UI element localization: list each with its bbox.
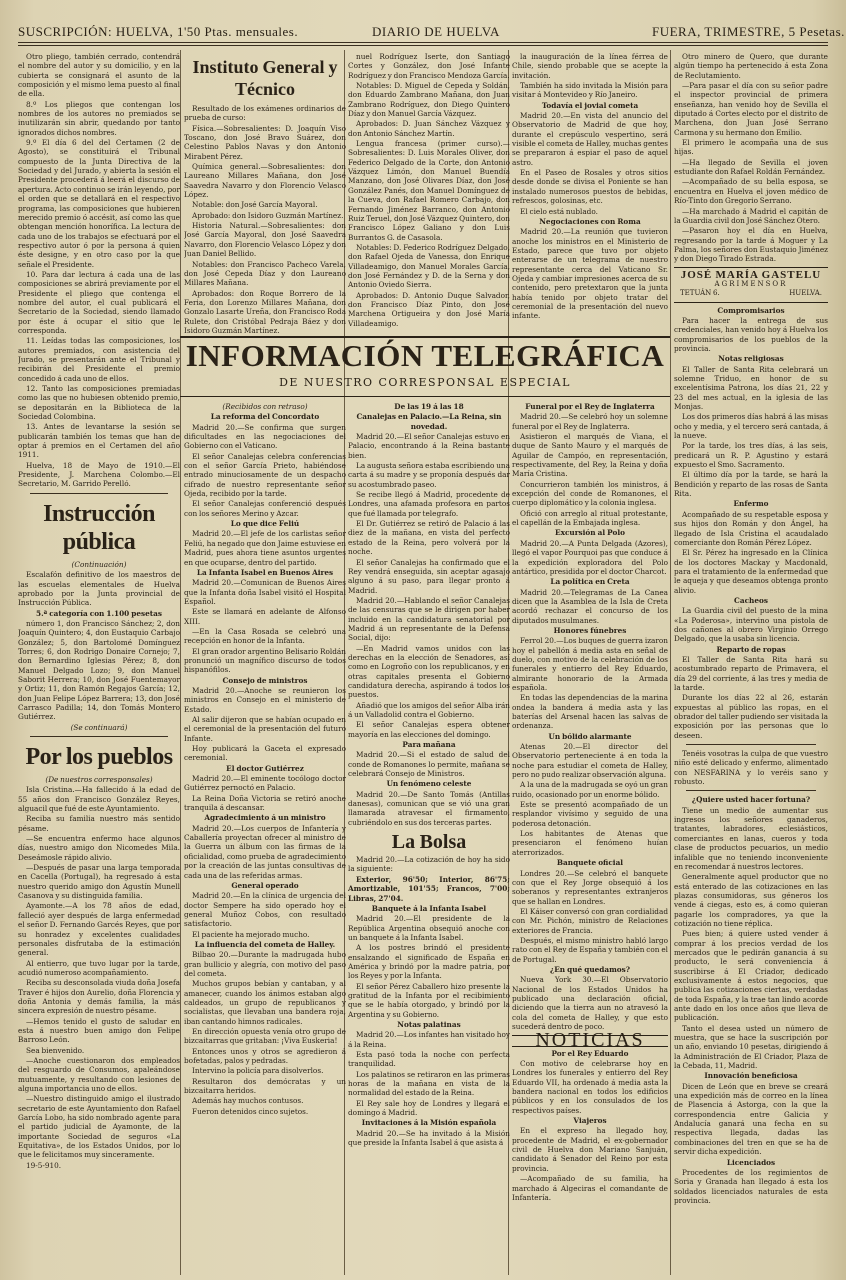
section-subheading: (De nuestros corresponsales) [45,775,153,784]
article-paragraph: Física.—Sobresalientes: D. Joaquín Viso Toscano, don José Bravo Suárez, don Celestino Pablos Navas y don Antonio Mirabent Pérez. [184,123,346,161]
article-paragraph: 11. Leídas todas las composiciones, los autores premiados, con asistencia del Jurado, se presentarán ante el Tribunal y recibirán del Presidente el premio concedido á cada uno de ellos. [18,336,180,383]
article-paragraph: Otro minero de Quero, que durante algún tiempo ha pertenecido á esta Zona de Reclutamiento. [674,52,828,80]
column-telegraph-2 [348,402,510,1274]
continued-note: (Se continuará) [70,722,128,732]
article-paragraph: Nueva York 30.—El Observatorio Nacional de los Estados Unidos ha publicado una declaración oficial, diciendo que la tierra aun no atravesó la cola del cometa de Halley, y que esto sucederá dentro de poco. [512,975,668,1031]
article-paragraph: El gran orador argentino Belisario Roldán pronunció un magnífico discurso de todos hispanófilos. [184,646,346,675]
article-paragraph: Este se llamará en adelante de Alfonso XIII. [184,607,346,626]
column-divider [670,50,671,1275]
news-heading: Excursión al Polo [555,528,625,538]
news-heading: Enfermo [733,499,769,509]
section-heading: Instituto General y Técnico [192,57,338,99]
article-paragraph: En dirección opuesta venía otro grupo de bizcaitarras que gritaban: ¡Viva Euskeria! [184,1027,346,1046]
news-heading: Lo que dice Feliú [230,519,300,529]
news-heading: Funeral por el Rey de Inglaterra [525,402,655,411]
subscription-local: SUSCRIPCIÓN: HUELVA, 1'50 Ptas. mensuales. [18,24,299,39]
article-paragraph: Huelva, 18 de Mayo de 1910.—El Presidente, J. Marchena Colombo.—El Secretario, M. Garrido Perelló. [18,460,180,489]
article-paragraph: Reciba su familia nuestro más sentido pésame. [18,814,180,833]
article-paragraph: Aprobados: D. Antonio Duque Salvador, don Francisco Díaz Pinto, don José Marchena Ortigueira y don José María Villadeamigo. [348,290,510,328]
article-paragraph: Aprobado: don Isidoro Guzmán Martínez. [192,210,344,220]
article-paragraph: 19-5-910. [26,1160,62,1170]
advertiser-name: JOSÉ MARÍA GASTELU [680,268,822,281]
column-2-top [184,52,346,334]
article-paragraph: 13. Antes de levantarse la sesión se publicarán también los temas que han de optar á premios en el Certamen del año 1911. [18,422,180,460]
article-paragraph: El señor Canalejas celebra conferencias con el señor García Prieto, habiéndose entrado minuciosamente de un despacho cifrado de nuestro representante señor Ojeda, recibido por la tarde. [184,451,346,499]
article-paragraph: Madrid 20.—Se confirma que surgen dificultades en las negociaciones del Gobierno con el Vaticano. [184,422,346,451]
article-paragraph: Se recibe llegó á Madrid, procedente de Londres, una afamada profesora en partos que fué llamada por telegrafo. [348,490,510,518]
article-paragraph: Historia Natural.—Sobresalientes: don José García Mayoral, don José Saavedra Navarro, don Florencio Velasco López y don Juan Daniel Bellido. [184,221,346,259]
article-paragraph: Madrid 20.—Los cuerpos de Infantería y Caballería proyectan ofrecer al ministro de la Guerra un álbum con las firmas de la oficialidad, como prueba de agradecimiento por la creación de las juntas consultivas de cada una de las referidas armas. [184,823,346,880]
news-heading: Honores fúnebres [553,625,627,635]
article-paragraph: Madrid 20.—Se celebró hoy un solemne funeral por el Rey de Inglaterra. [512,412,668,431]
article-paragraph: Sea bienvenido. [26,1045,85,1055]
article-paragraph: Resultado de los exámenes ordinarios de prueba de curso: [184,104,346,123]
article-paragraph: —Para pasar el día con su señor padre el inspector provincial de primera enseñanza, han venido hoy de Sevilla el diputado á Cortes electo por el distrito de Marchena, don Juan José Serrano Carmona y su hermano don Emilio. [674,81,828,137]
news-heading: Banquete oficial [556,858,624,868]
article-paragraph: Madrid 20.—Los infantes han visitado hoy á la Reina. [348,1030,510,1049]
article-paragraph: El señor Canalejas ha confirmado que el Rey vendrá enseguida, sin aceptar agasajo alguno á su paso, para llegar pronto á Madrid. [348,557,510,595]
article-paragraph: Madrid 20.—El jefe de los carlistas señor Feliú, ha negado que don Jaime estuviese en Madrid, pues ahora tiene asuntos urgentes en que ocuparse, dentro del partido. [184,529,346,567]
article-paragraph: Para hacer la entrega de sus credenciales, han venido hoy á Huelva los compromisarios de los pueblos de la provincia. [674,315,828,353]
news-heading: Innovación beneficiosa [704,1071,798,1081]
article-paragraph: 8.º Los pliegos que contengan los nombres de los autores no premiados se inutilizarán sin abrir, quedando por tanto ignorados dichos nombres. [18,99,180,137]
article-paragraph: A la una de la madrugada se oyó un gran ruido, ocasionado por un enorme bólido. [512,780,668,799]
article-paragraph: Notable: don José García Mayoral. [192,200,318,210]
article-paragraph: —Acompañado de su familia, ha marchado á Algeciras el comandante de Infantería. [512,1174,668,1202]
news-heading: General operado [231,880,299,890]
section-subheading: (Continuación) [71,559,127,569]
section-rule [686,790,816,791]
masthead [0,0,846,44]
news-heading: Licenciados [726,1157,776,1167]
article-paragraph: Acompañado de su respetable esposa y sus hijos don Román y don Ángel, ha llegado de Isla Cristina el acaudalado comerciante don Román Pérez López. [674,509,828,547]
article-paragraph: —Ha llegado de Sevilla el joven estudiante don Rafael Roldán Fernández. [674,157,828,177]
news-heading: La reforma del Concordato [210,412,320,422]
article-paragraph: nuel Rodríguez Iserte, don Santiago Cortes y González, don José Infante Rodríguez y don Francisco Mendoza García. [348,52,510,80]
news-heading: ¿En qué quedamos? [549,964,631,974]
article-paragraph: Añadió que los amigos del señor Alba irán á un Valladolid contra el Gobierno. [348,700,510,719]
section-rule [686,744,816,745]
article-paragraph: Aprobados: D. Juan Sánchez Vázquez y don Antonio Sánchez Martín. [348,119,510,138]
article-paragraph: Madrid 20.—Anoche se reunieron los ministros en Consejo en el ministerio de Estado. [184,685,346,714]
article-paragraph: —Acompañado de su bella esposa, se encuentra en Huelva el joven médico de Río-Tinto don Gregorio Serrano. [674,177,828,206]
article-paragraph: La Reina Doña Victoria se retiró anoche tranquila á descansar. [184,793,346,813]
masthead-rule-2 [18,45,828,46]
article-paragraph: Intervino la policía para disolverlos. [192,1066,324,1076]
article-paragraph: Los dos primeros días habrá á las misas ocho y media, y el tercero será cantada, á la nueve. [674,412,828,441]
article-paragraph: El Dr. Gutiérrez se retiró de Palacio á las diez de la mañana, en vista del perfecto estado de la Reina, pero volverá por la noche. [348,519,510,557]
article-paragraph: Al entierro, que tuvo lugar por la tarde, acudió numeroso acompañamiento. [18,958,180,977]
section-subheading: (Recibidos con retraso) [222,402,308,411]
article-paragraph: Asistieron el marqués de Viana, el duque de Santo Mauro y el marqués de Aguilar de Campóo, en representación, respectivamente, del Rey, la Reina y doña María Cristina. [512,432,668,479]
news-heading: El doctor Gutiérrez [226,763,304,773]
article-paragraph: Pues bien; á quiere usted vender á comprar á los precios verdad de los mercados que le pedirán ganancia á su producto, le será conveniencia á suscribirse á El Criador, dedicado exclusivamente á estos negocios, que publica las cotizaciones ciertas, verdadas de toda España, y la trae tan lindo acorde ante dado en los once años que lleva de publicación. [674,929,828,1023]
article-paragraph: Química general.—Sobresalientes: don Laureano Millares Mañana, don José Saavedra Navarro y don Florencio Velasco López. [184,162,346,200]
article-paragraph: También ha sido invitada la Misión para visitar á Montevideo y Río Janeiro. [512,81,668,100]
article-paragraph: Este se presentó acompañado de un resplandor vivísimo y seguido de una poderosa detonación. [512,800,668,828]
news-heading: La Infanta Isabel en Buenos Aires [196,567,334,577]
article-paragraph: Fueron detenidos cinco sujetos. [192,1106,309,1116]
article-paragraph: Ferrol 20.—Los buques de guerra izaron hoy el pabellón á media asta en señal de duelo, con motivo de la celebración de los funerales y entierro del Rey Eduardo, almirante honorario de la Armada española. [512,636,668,692]
column-4-top [512,52,668,334]
article-paragraph: El paciente ha mejorado mucho. [192,929,310,939]
masthead-rule [18,42,828,43]
telegraph-subtitle: DE NUESTRO CORRESPONSAL ESPECIAL [279,376,571,389]
article-paragraph: Madrid 20.—La cotización de hoy ha sido la siguiente: [348,855,510,874]
news-heading: Notas palatinas [397,1019,461,1029]
newspaper-title: DIARIO DE HUELVA [372,24,500,39]
article-paragraph: En el expreso ha llegado hoy, procedente de Madrid, el ex-gobernador civil de Huelva don Mariano Sanjuán, candidato á Senador del Reino por esta provincia. [512,1126,668,1173]
column-telegraph-1 [184,402,346,1274]
article-paragraph: Esta pasó toda la noche con perfecta tranquilidad. [348,1050,510,1069]
article-paragraph: número 1, don Francisco Sánchez; 2, don Joaquín Quintero; 4, don Eustaquio Carbajo González; 5, don Bartolomé Domínguez Torres; 6, don Rodrigo Donaire Cornejo; 7, don Bernardino Iglesias Pérez; 8, don Manuel Delgado Lozo; 9, don Manuel Saborit Herrera; 10, don José Fuentemayor y Ortiz; 11, don Ramón Regajos García; 12, don Juan Felipe López Barrera; 13, don José Carrasco Padilla; 14, don Tomás Montero Gutiérrez. [18,618,180,722]
article-paragraph: Aprobados: don Roque Borrero de la Feria, don Lorenzo Millares Mañana, don Gonzalo Lasarte Ureña, don Francisco Roda Rulete, don Cristóbal Pedraja Báez y don Isidoro Guzmán Martínez. [184,288,346,334]
news-heading: La política en Creta [550,577,630,587]
news-heading: Un bólido alarmante [548,731,632,741]
article-paragraph: —En Madrid vamos unidos con las derechas en la elección de Senadores, así como en Logroño con los republicanos, y en otras capitales presenta el Gobierno candidatura derecha, aspirando á todos los puestos. [348,643,510,700]
address-street: TETUÁN 6. [680,289,720,298]
news-heading: Todavía el jovial cometa [541,100,639,110]
article-paragraph: En todas las dependencias de la marina ondea la bandera á media asta y las baterías del Arsenal hacen las salvas de ordenanza. [512,693,668,731]
column-4-bottom [512,402,668,1274]
section-rule [30,736,168,737]
telegraph-banner [180,338,670,398]
category-heading: 5.ª categoría con 1.100 pesetas [36,608,162,618]
article-paragraph: —Después de pasar una larga temporada en Cacella (Portugal), ha regresado á esta nuestro querido amigo don Agustín Munell Casanova y su distinguida familia. [18,863,180,901]
news-section-heading: NOTICIAS [512,1035,668,1046]
article-paragraph: Resultaron dos demócratas y un bizcaitarra heridos. [184,1076,346,1096]
news-heading: Cacheos [734,595,768,605]
article-paragraph: 10. Para dar lectura á cada una de las composiciones se abrirá previamente por el Presidente el pliego que contenga el nombre del autor, el cual publicará el Secretario de la Sociedad, siendo llamado por éste á ocupar el sitio que le corresponda. [18,269,180,335]
column-5 [674,52,828,1272]
news-heading: Canalejas en Palacio.—La Reina, sin novedad. [356,412,502,431]
article-paragraph: —Ha marchado á Madrid el capitán de la Guardia civil don José Sánchez Otero. [674,206,828,225]
article-paragraph: Al salir dijeron que se habían ocupado en el ceremonial de la presentación del futuro Infante. [184,715,346,743]
article-paragraph: Notables: D. Miguel de Cepeda y Soldán, don Eduardo Zambrano Mañana, don Juan Zambrano Rodríguez, don Diego Quintero Díaz y don Manuel García Vázquez. [348,81,510,119]
article-paragraph: Notables: D. Federico Rodríguez Delgado, don Rafael Ojeda de Vanessa, don Enrique Villadeamigo, don Manuel Morales García, don José Fernández y D. de la Serna y don Antonio Oviedo Sierra. [348,242,510,290]
article-paragraph: El Káiser conversó con gran cordialidad con Mr. Pichón, ministro de Relaciones exteriores de Francia. [512,906,668,935]
article-paragraph: El Taller de Santa Rita celebrará un solemne Triduo, en honor de su excelentísima Patrona, los días 21, 22 y 23 del mes actual, en la iglesia de las Monjas. [674,364,828,412]
article-paragraph: Madrid 20.—Comunican de Buenos Aires que la Infanta doña Isabel visitó el Hospital Español. [184,578,346,606]
article-paragraph: —Anoche cuestionaron dos empleados del resguardo de Consumos, apaleándose mutuamente, y resultando con lesiones de alguna importancia uno de ellos. [18,1055,180,1093]
section-heading: Por los pueblos [25,744,173,770]
article-paragraph: Otro pliego, también cerrado, contendrá el nombre del autor y su domicilio, y en la cubierta se consignará el asunto de la composición y el mismo lema puesto al final de ella. [18,52,180,99]
news-heading: Negociaciones con Roma [539,216,641,226]
news-heading: Notas religiosas [718,354,784,364]
article-paragraph: Notables: don Francisco Pacheco Varela, don José Cepeda Díaz y don Laureano Millares Mañana. [184,259,346,288]
article-paragraph: la inauguración de la línea férrea de Chile, siendo probable que se acepte la invitación. [512,52,668,80]
article-paragraph: Madrid 20.—La reunión que tuvieron anoche los ministros en el Ministerio de Estado, parece que tuvo por objeto enterarse de un telegrama de nuestro representante cerca del Vaticano Sr. Ojeda y cambiar impresiones acerca de su contenido, pero pretextaron que la junta había tenido por objeto tratar del ceremonial de la presentación del nuevo infante. [512,227,668,321]
stock-exchange-heading: La Bolsa [391,831,467,854]
article-paragraph: Madrid 20.—El presidente de la República Argentina obsequió anoche con un banquete á la Infanta Isabel. [348,914,510,942]
article-paragraph: —En la Casa Rosada se celebró una recepción en honor de la Infanta. [184,626,346,646]
article-paragraph: Los habitantes de Atenas que presenciaron el fenómeno huían aterrorizados. [512,829,668,857]
article-paragraph: 12. Tanto las composiciones premiadas como las que no hubiesen obtenido premio, se depositarán en la Biblioteca de la Sociedad Colombina. [18,384,180,422]
article-paragraph: Hoy publicará la Gaceta el expresado ceremonial. [184,744,346,763]
article-paragraph: Generalmente aquel productor que no está enterado de las cotizaciones en las plazas consumidoras, sus géneros los vende á ciegas, esto es, á como quieran pagarle los compradores, ya que la cotización no tiene réplica. [674,872,828,928]
article-paragraph: —Se encuentra enfermo hace algunos días, nuestro amigo don Nicomedes Mila. Deseámosle rápido alivio. [18,834,180,862]
column-1 [18,52,180,1272]
column-divider [180,50,181,1275]
article-paragraph: Lengua francesa (primer curso).—Sobresalientes: D. Luis Morales Oliver, don Federico Delgado de la Corte, don Antonio Vázquez Limón, don Manuel Buendía Manzano, don José Olivares Díaz, don José González Panés, don Manuel Domínguez de la Cueva, don Rafael Romero Carbajo, don Fernando Jiménez Barranco, don Antonio Ruiz Teruel, don José Vázquez Quintero, don Francisco López Galiano y don Luis Burrantos G. de Casasola. [348,139,510,242]
news-heading: Para mañana [402,740,456,750]
subscription-outside: FUERA, TRIMESTRE, 5 Pesetas. [652,24,845,39]
section-rule [30,493,168,494]
article-paragraph: Ofició con arreglo al ritual protestante, el capellán de la Embajada inglesa. [512,508,668,528]
advertiser-address [674,289,828,298]
news-heading: Reparto de ropas [716,644,786,654]
article-paragraph: Con motivo de celebrarse hoy en Londres los funerales y entierro del Rey Eduardo VII, ha ordenado á media asta la bandera nacional en todos los edificios públicos y en los consulados de los respectivos países. [512,1059,668,1115]
article-paragraph: Madrid 20.—Si el estado de salud del conde de Romanones lo permite, mañana se celebrará Consejo de Ministros. [348,750,510,779]
article-paragraph: En el Paseo de Rosales y otros sitios desde donde se divisa el Poniente se han instalado numerosos puestos de bebidas, refrescos, golosinas, etc. [512,168,668,206]
news-heading: De las 19 á las 18 [394,402,464,411]
article-paragraph: —Pasaron hoy el día en Huelva, regresando por la tarde á Moguer y La Palma, los señores don Eustaquio Jiménez y don Diego Tirado Estrada. [674,226,828,264]
stock-quotes: Exterior, 96'50; Interior, 86'75; Amortizable, 101'55; Francos, 7'00; Libras, 27'04. [348,874,510,903]
article-paragraph: La augusta señora estaba escribiendo una carta á su madre y se proponía después dar su acostumbrado paseo. [348,461,510,489]
article-paragraph: El Rey sale hoy de Londres y llegará el domingo á Madrid. [348,1098,510,1118]
article-paragraph: Ayamonte.—A los 78 años de edad, falleció ayer después de larga enfermedad el señor D. Fernando Garcés Reyes, que por su honradez y excelentes cualidades personales disfrutaba de la estimación general. [18,901,180,958]
article-paragraph: La Guardia civil del puesto de la mina «La Poderosa», intervino una pistola de dos cañones al obrero Virginio Orrego Delgado, que la usaba sin licencia. [674,606,828,644]
article-paragraph: Londres 20.—Se celebró el banquete con que el Rey Jorge obsequió á los soberanos y representantes extranjeros que se hallan en Londres. [512,868,668,906]
article-paragraph: Madrid 20.—El eminente tocólogo doctor Gutiérrez pernoctó en Palacio. [184,774,346,793]
article-paragraph: Madrid 20.—En vista del anuncio del Observatorio de Madrid de que hoy, durante el crepúsculo vespertino, será visible el cometa de Halley, muchas gentes se prepararon á espiar el paso de aquel astro. [512,111,668,167]
article-paragraph: —Nuestro distinguido amigo el ilustrado secretario de este Ayuntamiento don Rafael García Lobo, ha sido nombrado agente para el partido judicial de Ayamonte, de la importante Sociedad de seguros «La Equitativa», de los Estados Unidos, por lo que le felicitamos muy sinceramente. [18,1094,180,1160]
article-paragraph: 9.º El día 6 del del Certamen (2 de Agosto), se constituirá el Tribunal compuesto de la Junta Directiva de la Sociedad y del Jurado, y abierta la sesión el Presidente procederá á leerá el discurso de apertura. Acto continuo se irán leyendo, por el orden que se detallará en el respectivo programa, las composiciones que hubieren merecido premio ó accésit, así como las que obtengan mención honorífica. La lectura de cada uno de los trabajos se efectuará por el respectivo autor ó por la persona á quien éste designe, y en otro caso por la que señale el Presidente. [18,138,180,269]
article-paragraph: El señor Pérez Caballero hizo presente la gratitud de la Infanta por el recibimiento que se le había otorgado, y brindó por la Argentina y su Gobierno. [348,981,510,1019]
article-paragraph: Después, el mismo ministro habló largo rato con el Rey de España y también con el de Portugal. [512,935,668,964]
article-paragraph: Bilbao 20.—Durante la madrugada hubo gran bullicio y alegría, con motivo del paso del cometa. [184,950,346,978]
article-paragraph: Entonces unos y otros se agredieron á bofetadas, palos y pedradas. [184,1046,346,1066]
section-heading: Instrucción pública [43,500,155,555]
article-paragraph: Procedentes de los regimientos de Soria y Granada han llegado á esta los soldados licenciados naturales de esta provincia. [674,1167,828,1205]
telegraph-title: INFORMACIÓN TELEGRÁFICA [185,338,665,373]
article-paragraph: A los postres brindó el presidente ensalzando el significado de España en América y brindó por la madre patria, por los Reyes y por la Infanta. [348,943,510,981]
article-paragraph: El Taller de Santa Rita hará su acostumbrado reparto de Primavera, el día 29 del corriente, á las tres y media de la tarde. [674,654,828,692]
article-paragraph: El último día por la tarde, se hará la Bendición y reparto de las rosas de Santa Rita. [674,470,828,499]
advertisement-box [674,267,828,303]
news-heading: Por el Rey Eduardo [551,1048,629,1058]
article-paragraph: Madrid 20.—Hablando el señor Canalejas de las censuras que se le dirigen por haber incluido en la candidatura senatorial por Madrid á un representante de la Defensa Social, dijo: [348,595,510,643]
article-paragraph: Concurrieron también los ministros, á excepción del conde de Romanones, el cuerpo diplomático y la colonia inglesa. [512,479,668,508]
advertisement-text: Tenéis vosotras la culpa de que vuestro niño esté delicado y enfermo, alimentado con NESFARINA y lo veréis sano y robusto. [674,749,828,787]
column-3-top [348,52,510,334]
article-paragraph: Madrid 20.—De Santo Tomás (Antillas danesas), comunican que se vió una gran llamarada atravesar el firmamento, cubriéndolo en sus dos terceras partes. [348,789,510,827]
article-paragraph: Isla Cristina.—Ha fallecido á la edad de 55 años don Francisco González Reyes, alguacil que fué de este Ayuntamiento. [18,785,180,814]
article-paragraph: Escalafón definitivo de los maestros de las escuelas elementales de Huelva aprobado por la Junta provincial de Instrucción Pública. [18,570,180,608]
article-paragraph: Los palatinos se retiraron en las primeras horas de la mañana en vista de la normalidad del estado de la Reina. [348,1069,510,1098]
article-paragraph: Muchos grupos bebían y cantaban, y al amanecer, cuando los ánimos estaban algo caldeados, un grupo de republicanos y socialistas, que llevaban una bandera roja, iban cantando himnos radicales. [184,979,346,1026]
article-paragraph: Madrid 20.—El señor Canalejas estuvo en Palacio, encontrando á la Reina bastante bien. [348,432,510,460]
article-paragraph: El señor Canalejas espera obtener mayoría en las elecciones del domingo. [348,720,510,739]
article-paragraph: Dicen de León que en breve se creará una expedición más de correo en la línea de Plasencia á Astorga, con la que la correspondencia entre Galicia y Andalucía ganará una fecha en su respectiva llegada, dadas las combinaciones del tren en que se ha de servir dicha expedición. [674,1081,828,1157]
article-paragraph: Durante los días 22 al 26, estarán expuestas al público las ropas, en el obrador del taller pudiendo ser visitada la exposición por las personas que lo deseen. [674,693,828,740]
article-paragraph: El Sr. Pérez ha ingresado en la Clínica de los doctores Mackay y Macdonald, para el tratamiento de la enfermedad que le aqueja y que deseamos obtenga pronto alivio. [674,548,828,595]
article-paragraph: Por la tarde, los tres días, á las seis, predicará un R. P. Agustino y estará expuesto el Smo. Sacramento. [674,441,828,470]
news-heading: Un fenómeno celeste [386,779,472,789]
news-heading: ¿Quiere usted hacer fortuna? [691,795,811,805]
news-heading: Banquete á la Infanta Isabel [371,903,487,913]
article-paragraph: Tiene un medio de aumentar sus ingresos los señores ganaderos, tratantes, labradores, eclesiásticos, comerciantes en lanas, cueros y toda clase de productos pecuarios, un medio infalible que no teniendo inconveniente en recomendar á nuestros lectores. [674,805,828,871]
news-heading: Consejo de ministros [222,675,308,685]
news-heading: Viajeros [573,1116,607,1126]
news-heading: Compromisarios [717,305,785,315]
article-paragraph: Madrid 20.—Telegramas de La Canea dicen que la Asamblea de la Isla de Creta acordó rechazar el concurso de los diputados musulmanes. [512,587,668,625]
news-heading: Agradecimiento á un ministro [204,813,326,823]
article-paragraph: Tanto el desea usted un número de muestra, que se hace la suscripción por un año, enviando 10 pesetas, dirigiendo á la Administración de El Criador, Plaza de la Cebada, 11, Madrid. [674,1023,828,1071]
article-paragraph: El primero le acompaña una de sus hijas. [674,138,828,157]
article-paragraph: —Hemos tenido el gusto de saludar en esta á nuestro buen amigo don Felipe Barroso León. [18,1016,180,1045]
article-paragraph: Madrid 20.—En la clínica de urgencia del doctor Sempere ha sido operado hoy el general Muñoz Cobos, con resultado satisfactorio. [184,891,346,929]
article-paragraph: El cielo está nublado. [520,206,598,216]
article-paragraph: Atenas 20.—El director del Observatorio perteneciente á en toda la noche para estudiar el cometa de Halley, pero no pudo realizar observación alguna. [512,742,668,780]
article-paragraph: Madrid 20.—Se ha invitado á la Misión que preside la Infanta Isabel á que asista á [348,1128,510,1148]
article-paragraph: El señor Canalejas conferenció después con los señores Merino y Azcar. [184,499,346,518]
address-city: HUELVA. [789,289,822,298]
news-heading: La influencia del cometa de Halley. [194,939,336,949]
article-paragraph: Madrid 20.—A Punta Delgada (Azores), llegó el vapor Pourquoi pas que conduce á la expedición exploradora del Polo antártico, presidida por el doctor Charcot. [512,538,668,576]
advertiser-profession: AGRIMENSOR [714,279,788,288]
article-paragraph: Reciba su desconsolada viuda doña Josefa Traver é hijos don Aurelio, doña Florencia y doña Antonia y demás familia, la más sincera expresión de nuestro pésame. [18,978,180,1016]
article-paragraph: Además hay muchos contusos. [192,1096,304,1106]
news-heading: Invitaciones á la Misión española [361,1118,497,1128]
